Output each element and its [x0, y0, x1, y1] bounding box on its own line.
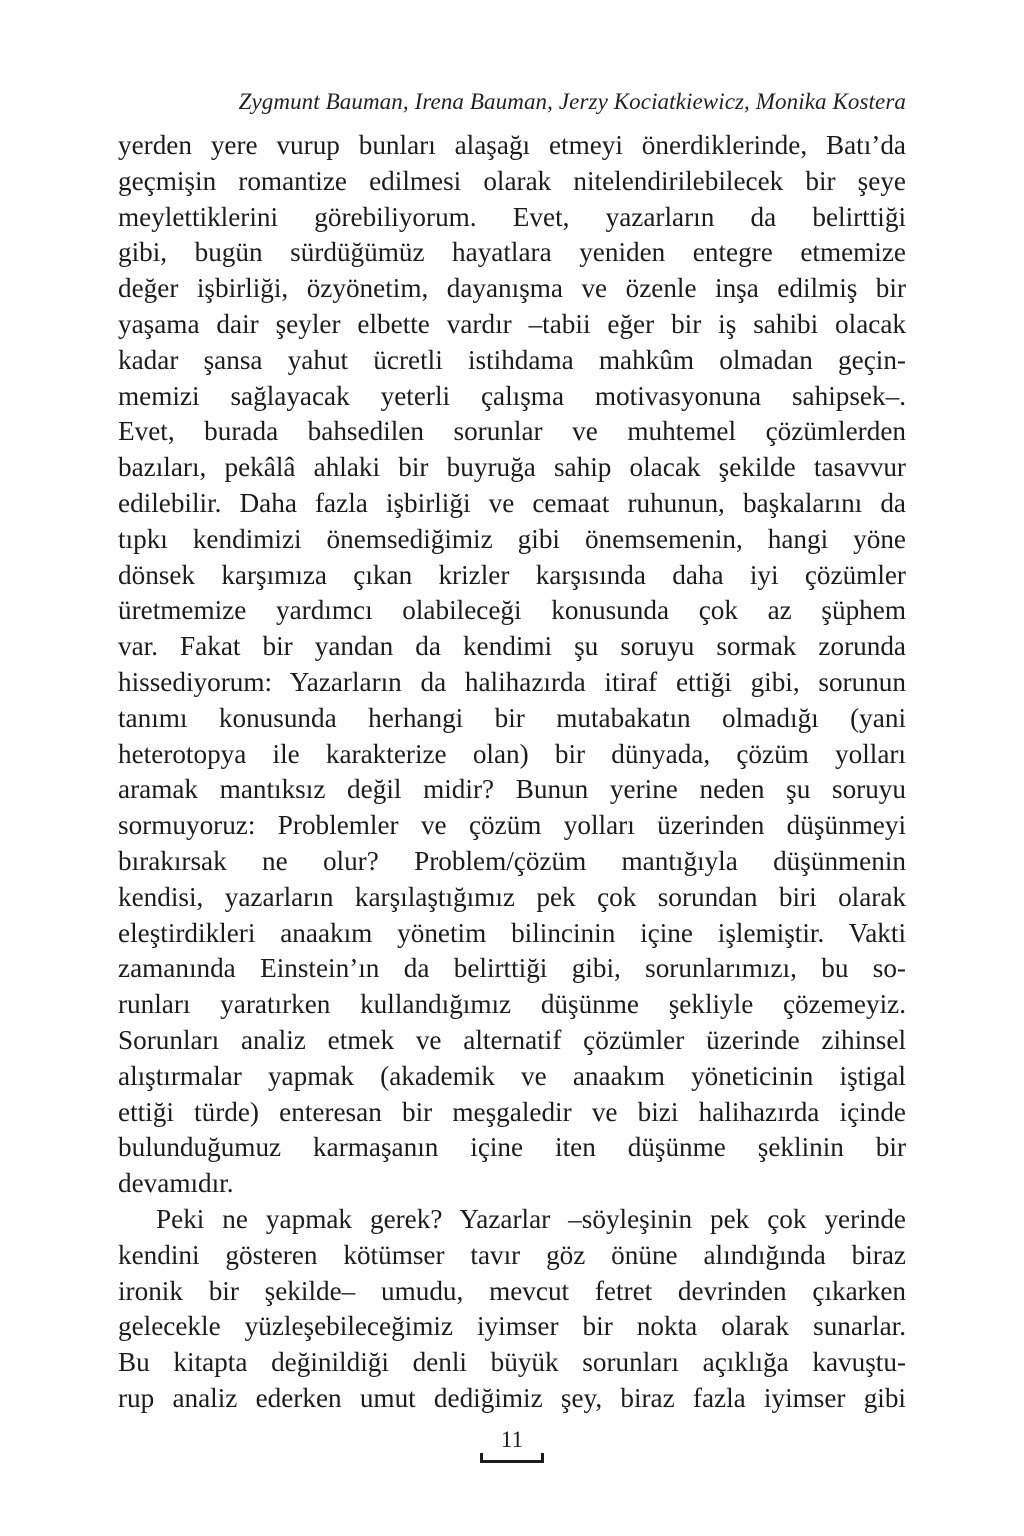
text-line: memizi sağlayacak yeterli çalışma motivasyonuna sahipsek–. [118, 380, 906, 411]
text-line: var. Fakat bir yandan da kendimi şu soruyu sormak zorunda [118, 631, 906, 662]
text-line: edilebilir. Daha fazla işbirliği ve cemaat ruhunun, başkalarını da [118, 487, 906, 518]
text-line: zamanında Einstein’ın da belirttiği gibi, sorunlarımızı, bu so- [118, 953, 906, 984]
text-line: ettiği türde) enteresan bir meşgaledir ve bizi halihazırda içinde [118, 1096, 906, 1127]
page-number-value: 11 [500, 1427, 524, 1452]
text-line: tıpkı kendimizi önemsediğimiz gibi önemsemenin, hangi yöne [118, 523, 906, 554]
text-line: gibi, bugün sürdüğümüz hayatlara yeniden entegre etmemize [118, 237, 906, 268]
page-number-rule [480, 1460, 544, 1463]
text-line: geçmişin romantize edilmesi olarak nitelendirilebilecek bir şeye [118, 165, 906, 196]
page-number [0, 1427, 1024, 1453]
text-line: heterotopya ile karakterize olan) bir dünyada, çözüm yolları [118, 738, 906, 769]
text-line: kadar şansa yahut ücretli istihdama mahkûm olmadan geçin- [118, 344, 906, 375]
text-line: aramak mantıksız değil midir? Bunun yerine neden şu soruyu [118, 774, 906, 805]
text-line: kendisi, yazarların karşılaştığımız pek çok sorundan biri olarak [118, 881, 906, 912]
text-line: rup analiz ederken umut dediğimiz şey, biraz fazla iyimser gibi [118, 1382, 906, 1413]
text-line: alıştırmalar yapmak (akademik ve anaakım yöneticinin iştigal [118, 1060, 906, 1091]
text-line: üretmemize yardımcı olabileceği konusunda çok az şüphem [118, 595, 906, 626]
text-line: Evet, burada bahsedilen sorunlar ve muhtemel çözümlerden [118, 416, 906, 447]
running-header-authors: Zygmunt Bauman, Irena Bauman, Jerzy Kociatkiewicz, Monika Kostera [238, 89, 906, 114]
text-line: dönsek karşımıza çıkan krizler karşısında daha iyi çözümler [118, 559, 906, 590]
text-line: hissediyorum: Yazarların da halihazırda itiraf ettiği gibi, sorunun [118, 666, 906, 697]
text-line: gelecekle yüzleşebileceğimiz iyimser bir nokta olarak sunarlar. [118, 1311, 906, 1342]
text-line: sormuyoruz: Problemler ve çözüm yolları üzerinden düşünmeyi [118, 810, 906, 841]
text-line: tanımı konusunda herhangi bir mutabakatın olmadığı (yani [118, 702, 906, 733]
text-line: ironik bir şekilde– umudu, mevcut fetret devrinden çıkarken [118, 1275, 906, 1306]
text-line: bulunduğumuz karmaşanın içine iten düşünme şeklinin bir [118, 1132, 906, 1163]
text-line: değer işbirliği, özyönetim, dayanışma ve özenle inşa edilmiş bir [118, 273, 906, 304]
text-line: bazıları, pekâlâ ahlaki bir buyruğa sahip olacak şekilde tasavvur [118, 452, 906, 483]
text-line: Bu kitapta değinildiği denli büyük sorunları açıklığa kavuştu- [118, 1347, 906, 1378]
text-line: yerden yere vurup bunları alaşağı etmeyi önerdiklerinde, Batı’da [118, 130, 906, 160]
text-line: kendini gösteren kötümser tavır göz önüne alındığında biraz [118, 1239, 906, 1270]
text-line: yaşama dair şeyler elbette vardır –tabii eğer bir iş sahibi olacak [118, 308, 906, 339]
text-line: runları yaratırken kullandığımız düşünme şekliyle çözemeyiz. [118, 989, 906, 1020]
paragraph-start-line: Peki ne yapmak gerek? Yazarlar –söyleşinin pek çok yerinde [156, 1203, 906, 1234]
text-line: meylettiklerini görebiliyorum. Evet, yazarların da belirttiği [118, 201, 906, 232]
text-line: eleştirdikleri anaakım yönetim bilincinin içine işlemiştir. Vakti [118, 917, 906, 948]
body-text [118, 128, 906, 1417]
text-line: bırakırsak ne olur? Problem/çözüm mantığıyla düşünmenin [118, 845, 906, 876]
paragraph-end-line: devamıdır. [118, 1168, 234, 1199]
text-line: Sorunları analiz etmek ve alternatif çözümler üzerinde zihinsel [118, 1024, 906, 1055]
